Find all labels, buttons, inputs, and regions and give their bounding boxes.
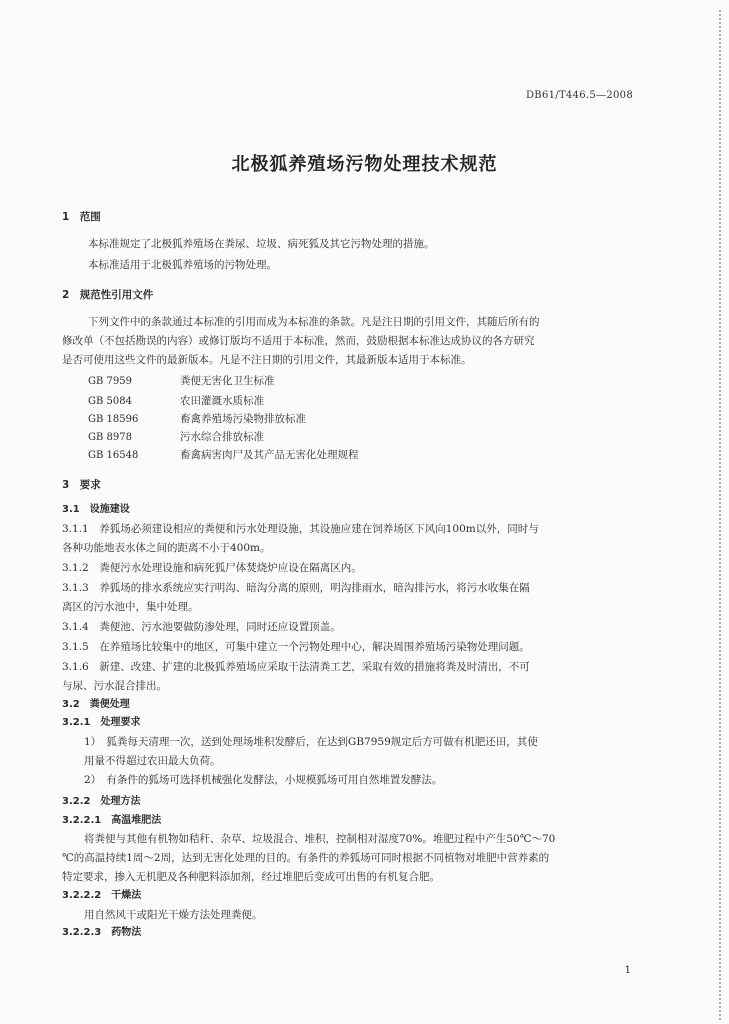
document-number: DB61/T446.5—2008 [525, 90, 633, 101]
paragraph-line: 与尿、污水混合排出。 [62, 680, 167, 692]
section-1-heading: 1 范围 [62, 211, 101, 223]
paragraph-line: 3.1.2 粪便污水处理设施和病死狐尸体焚烧炉应设在隔离区内。 [62, 562, 362, 574]
section-3-2-2-heading: 3.2.2 处理方法 [62, 796, 141, 807]
paragraph-line: 是否可使用这些文件的最新版本。凡是不注日期的引用文件，其最新版本适用于本标准。 [62, 354, 472, 366]
paragraph-line: 各种功能地表水体之间的距离不小于400m。 [62, 542, 271, 554]
section-3-2-2-3-heading: 3.2.2.3 药物法 [62, 927, 142, 938]
reference-item: GB 5084 农田灌溉水质标准 [88, 395, 264, 407]
paragraph-line: 用自然风干或阳光干燥方法处理粪便。 [84, 909, 263, 921]
reference-item: GB 7959 粪便无害化卫生标准 [88, 375, 275, 387]
section-3-2-2-2-heading: 3.2.2.2 干燥法 [62, 890, 142, 901]
paragraph-line: 1） 狐粪每天清理一次，送到处理场堆积发酵后，在达到GB7959规定后方可做有机肥还田，其使 [84, 736, 538, 748]
paragraph-line: 3.1.1 养狐场必须建设相应的粪便和污水处理设施，其设施应建在饲养场区下风向100m以外，同时与 [62, 523, 539, 535]
section-3-heading: 3 要求 [62, 479, 101, 491]
paragraph-line: 用量不得超过农田最大负荷。 [84, 755, 221, 767]
paragraph-line: 3.1.4 粪便池、污水池要做防渗处理，同时还应设置顶盖。 [62, 621, 341, 633]
section-3-2-1-heading: 3.2.1 处理要求 [62, 717, 141, 728]
paragraph-line: 本标准规定了北极狐养殖场在粪尿、垃圾、病死狐及其它污物处理的措施。 [88, 238, 435, 250]
section-3-2-2-1-heading: 3.2.2.1 高温堆肥法 [62, 815, 162, 826]
paragraph-line: 3.1.5 在养殖场比较集中的地区，可集中建立一个污物处理中心，解决周围养殖场污染物处理问题。 [62, 641, 530, 653]
paragraph-line: 本标准适用于北极狐养殖场的污物处理。 [88, 259, 277, 271]
page-number: 1 [624, 965, 631, 976]
paragraph-line: 下列文件中的条款通过本标准的引用而成为本标准的条款。凡是注日期的引用文件，其随后所有的 [88, 316, 540, 328]
reference-item: GB 16548 畜禽病害肉尸及其产品无害化处理规程 [88, 449, 359, 461]
paragraph-line: 3.1.6 新建、改建、扩建的北极狐养殖场应采取干法清粪工艺，采取有效的措施将粪及时清出，不可 [62, 661, 530, 673]
section-3-1-heading: 3.1 设施建设 [62, 504, 130, 515]
paragraph-line: 离区的污水池中，集中处理。 [62, 601, 199, 613]
paragraph-line: 将粪便与其他有机物如秸秆、杂草、垃圾混合、堆积，控制相对湿度70%。堆肥过程中产生50℃～70 [84, 833, 556, 845]
reference-item: GB 8978 污水综合排放标准 [88, 431, 264, 443]
section-2-heading: 2 规范性引用文件 [62, 289, 154, 301]
reference-item: GB 18596 畜禽养殖场污染物排放标准 [88, 413, 306, 425]
paragraph-line: ℃的高温持续1周～2周，达到无害化处理的目的。有条件的养狐场可同时根据不同植物对堆肥中营养素的 [62, 852, 550, 864]
document-title: 北极狐养殖场污物处理技术规范 [231, 154, 498, 175]
paragraph-line: 特定要求，掺入无机肥及各种肥料添加剂，经过堆肥后变成可出售的有机复合肥。 [62, 871, 440, 883]
section-3-2-heading: 3.2 粪便处理 [62, 699, 130, 710]
paragraph-line: 2） 有条件的狐场可选择机械强化发酵法，小规模狐场可用自然堆置发酵法。 [84, 774, 443, 786]
paragraph-line: 3.1.3 养狐场的排水系统应实行明沟、暗沟分离的原则，明沟排雨水，暗沟排污水，将污水收集在隔 [62, 582, 530, 594]
paragraph-line: 修改单（不包括勘误的内容）或修订版均不适用于本标准，然而，鼓励根据本标准达成协议的各方研究 [62, 335, 535, 347]
